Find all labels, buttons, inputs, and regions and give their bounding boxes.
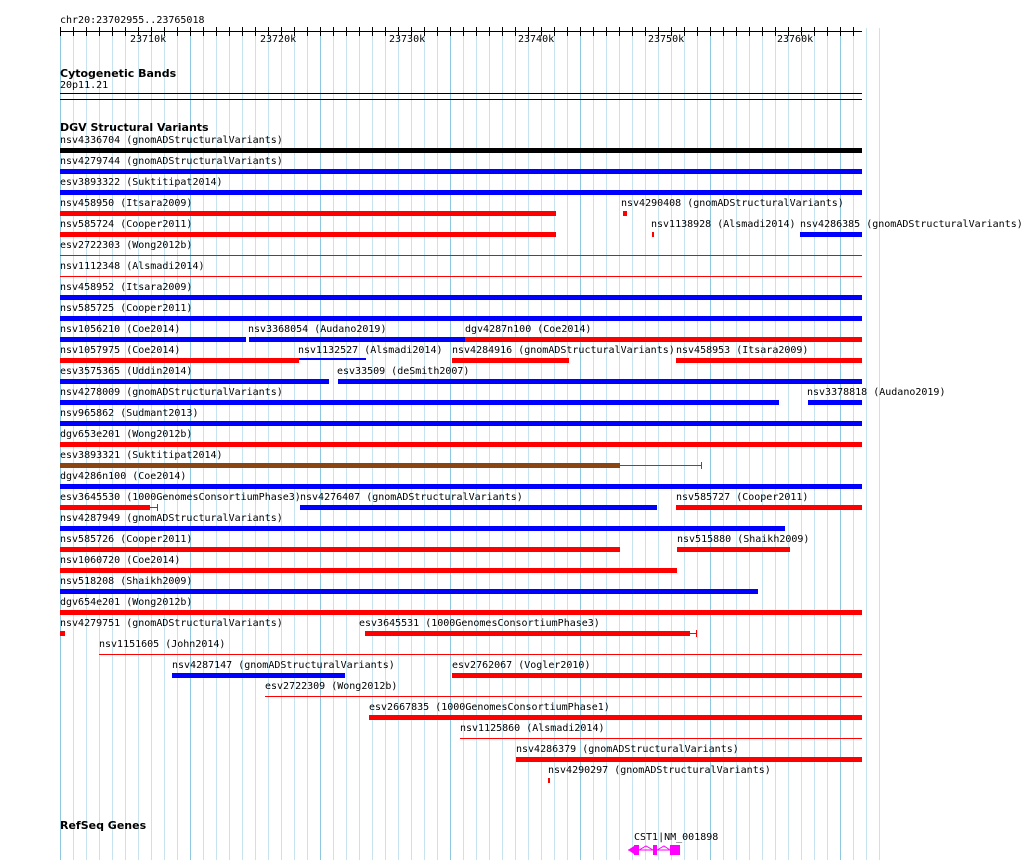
sv-label[interactable]: nsv4279744 (gnomADStructuralVariants) <box>60 156 283 167</box>
sv-label[interactable]: nsv1138928 (Alsmadi2014) <box>651 219 796 230</box>
sv-bar[interactable] <box>60 484 862 489</box>
sv-label[interactable]: esv33509 (deSmith2007) <box>337 366 470 377</box>
sv-bar[interactable] <box>800 232 862 237</box>
sv-bar[interactable] <box>676 358 862 363</box>
sv-label[interactable]: nsv4287949 (gnomADStructuralVariants) <box>60 513 283 524</box>
ruler-tick-label: 23750k <box>648 34 685 45</box>
sv-bar[interactable] <box>60 631 65 636</box>
sv-label[interactable]: nsv585726 (Cooper2011) <box>60 534 193 545</box>
gene-label[interactable]: CST1|NM_001898 <box>634 832 719 843</box>
sv-label[interactable]: dgv4286n100 (Coe2014) <box>60 471 187 482</box>
sv-label[interactable]: nsv585725 (Cooper2011) <box>60 303 193 314</box>
ruler-tick-label: 23710k <box>130 34 167 45</box>
refseq-track-title: RefSeq Genes <box>60 819 147 832</box>
sv-bar[interactable] <box>60 379 329 384</box>
sv-label[interactable]: nsv4284916 (gnomADStructuralVariants) <box>452 345 675 356</box>
sv-label[interactable]: nsv3368054 (Audano2019) <box>248 324 387 335</box>
sv-bar[interactable] <box>548 778 550 783</box>
sv-bar[interactable] <box>60 190 862 195</box>
sv-label[interactable]: nsv1125860 (Alsmadi2014) <box>460 723 605 734</box>
sv-whisker <box>620 462 704 469</box>
ruler-range-label: chr20:23702955..23765018 <box>60 15 205 26</box>
sv-label[interactable]: esv2762067 (Vogler2010) <box>452 660 591 671</box>
sv-label[interactable]: nsv965862 (Sudmant2013) <box>60 408 199 419</box>
sv-whisker <box>690 630 699 637</box>
sv-label[interactable]: nsv4278009 (gnomADStructuralVariants) <box>60 387 283 398</box>
sv-label[interactable]: esv2722309 (Wong2012b) <box>265 681 398 692</box>
sv-bar[interactable] <box>60 442 862 447</box>
sv-label[interactable]: nsv1151605 (John2014) <box>99 639 226 650</box>
sv-label[interactable]: esv3893322 (Suktitipat2014) <box>60 177 223 188</box>
sv-bar[interactable] <box>265 696 862 697</box>
sv-label[interactable]: nsv1060720 (Coe2014) <box>60 555 181 566</box>
sv-bar[interactable] <box>60 400 779 405</box>
sv-label[interactable]: esv3575365 (Uddin2014) <box>60 366 193 377</box>
sv-bar[interactable] <box>60 211 556 216</box>
sv-label[interactable]: esv2722303 (Wong2012b) <box>60 240 193 251</box>
sv-label[interactable]: nsv458953 (Itsara2009) <box>676 345 809 356</box>
cytoband-bottom-line <box>60 99 862 100</box>
sv-label[interactable]: nsv1056210 (Coe2014) <box>60 324 181 335</box>
sv-label[interactable]: nsv4279751 (gnomADStructuralVariants) <box>60 618 283 629</box>
sv-label[interactable]: esv2667835 (1000GenomesConsortiumPhase1) <box>369 702 610 713</box>
dgv-track-title: DGV Structural Variants <box>60 121 209 134</box>
sv-label[interactable]: esv3893321 (Suktitipat2014) <box>60 450 223 461</box>
ruler-tick-label: 23720k <box>260 34 297 45</box>
sv-label[interactable]: nsv4276407 (gnomADStructuralVariants) <box>300 492 523 503</box>
sv-bar[interactable] <box>452 358 569 363</box>
sv-label[interactable]: nsv515880 (Shaikh2009) <box>677 534 810 545</box>
cytoband-track-title: Cytogenetic Bands <box>60 67 177 80</box>
sv-label[interactable]: nsv585724 (Cooper2011) <box>60 219 193 230</box>
sv-bar[interactable] <box>808 400 862 405</box>
sv-bar[interactable] <box>460 738 862 739</box>
sv-bar[interactable] <box>60 421 862 426</box>
sv-bar[interactable] <box>60 295 862 300</box>
sv-label[interactable]: nsv4290408 (gnomADStructuralVariants) <box>621 198 844 209</box>
sv-label[interactable]: dgv653e201 (Wong2012b) <box>60 429 193 440</box>
sv-label[interactable]: nsv1112348 (Alsmadi2014) <box>60 261 205 272</box>
sv-bar[interactable] <box>60 505 150 510</box>
sv-label[interactable]: dgv4287n100 (Coe2014) <box>465 324 592 335</box>
sv-bar[interactable] <box>369 715 862 720</box>
sv-label[interactable]: nsv1057975 (Coe2014) <box>60 345 181 356</box>
sv-label[interactable]: nsv458950 (Itsara2009) <box>60 198 193 209</box>
sv-bar[interactable] <box>172 673 345 678</box>
sv-bar[interactable] <box>60 526 785 531</box>
sv-bar[interactable] <box>516 757 862 762</box>
sv-label[interactable]: nsv4290297 (gnomADStructuralVariants) <box>548 765 771 776</box>
sv-bar[interactable] <box>60 463 620 468</box>
cytoband-name: 20p11.21 <box>60 80 109 91</box>
sv-bar[interactable] <box>60 358 299 363</box>
sv-label[interactable]: nsv3378818 (Audano2019) <box>807 387 946 398</box>
sv-label[interactable]: nsv4336704 (gnomADStructuralVariants) <box>60 135 283 146</box>
ruler-tick-label: 23740k <box>518 34 555 45</box>
sv-bar[interactable] <box>60 255 862 256</box>
sv-bar[interactable] <box>60 568 677 573</box>
sv-bar[interactable] <box>652 232 654 237</box>
sv-label[interactable]: nsv585727 (Cooper2011) <box>676 492 809 503</box>
cytoband-top-line <box>60 93 862 94</box>
sv-whisker <box>150 504 160 511</box>
sv-label[interactable]: nsv4287147 (gnomADStructuralVariants) <box>172 660 395 671</box>
sv-bar[interactable] <box>676 505 862 510</box>
sv-bar[interactable] <box>60 276 862 277</box>
sv-label[interactable]: esv3645530 (1000GenomesConsortiumPhase3) <box>60 492 301 503</box>
ruler-tick-label: 23730k <box>389 34 426 45</box>
sv-bar[interactable] <box>60 610 862 615</box>
gene-glyph[interactable] <box>626 842 686 858</box>
sv-bar[interactable] <box>60 547 620 552</box>
sv-bar[interactable] <box>300 505 657 510</box>
sv-bar[interactable] <box>60 316 862 321</box>
sv-bar[interactable] <box>60 232 556 237</box>
sv-bar[interactable] <box>677 547 790 552</box>
sv-label[interactable]: nsv1132527 (Alsmadi2014) <box>298 345 443 356</box>
sv-label[interactable]: nsv4286379 (gnomADStructuralVariants) <box>516 744 739 755</box>
sv-bar[interactable] <box>60 169 862 174</box>
sv-bar[interactable] <box>365 631 690 636</box>
sv-label[interactable]: nsv458952 (Itsara2009) <box>60 282 193 293</box>
sv-bar[interactable] <box>338 379 862 384</box>
sv-label[interactable]: nsv518208 (Shaikh2009) <box>60 576 193 587</box>
sv-bar[interactable] <box>60 337 246 342</box>
sv-label[interactable]: dgv654e201 (Wong2012b) <box>60 597 193 608</box>
sv-bar[interactable] <box>623 211 627 216</box>
sv-label[interactable]: nsv4286385 (gnomADStructuralVariants) <box>800 219 1023 230</box>
sv-bar[interactable] <box>452 673 862 678</box>
sv-bar[interactable] <box>99 654 862 655</box>
sv-label[interactable]: esv3645531 (1000GenomesConsortiumPhase3) <box>359 618 600 629</box>
sv-bar[interactable] <box>299 358 366 360</box>
sv-bar[interactable] <box>60 589 758 594</box>
sv-bar[interactable] <box>465 337 862 342</box>
sv-bar[interactable] <box>60 148 862 153</box>
ruler-tick-label: 23760k <box>777 34 814 45</box>
